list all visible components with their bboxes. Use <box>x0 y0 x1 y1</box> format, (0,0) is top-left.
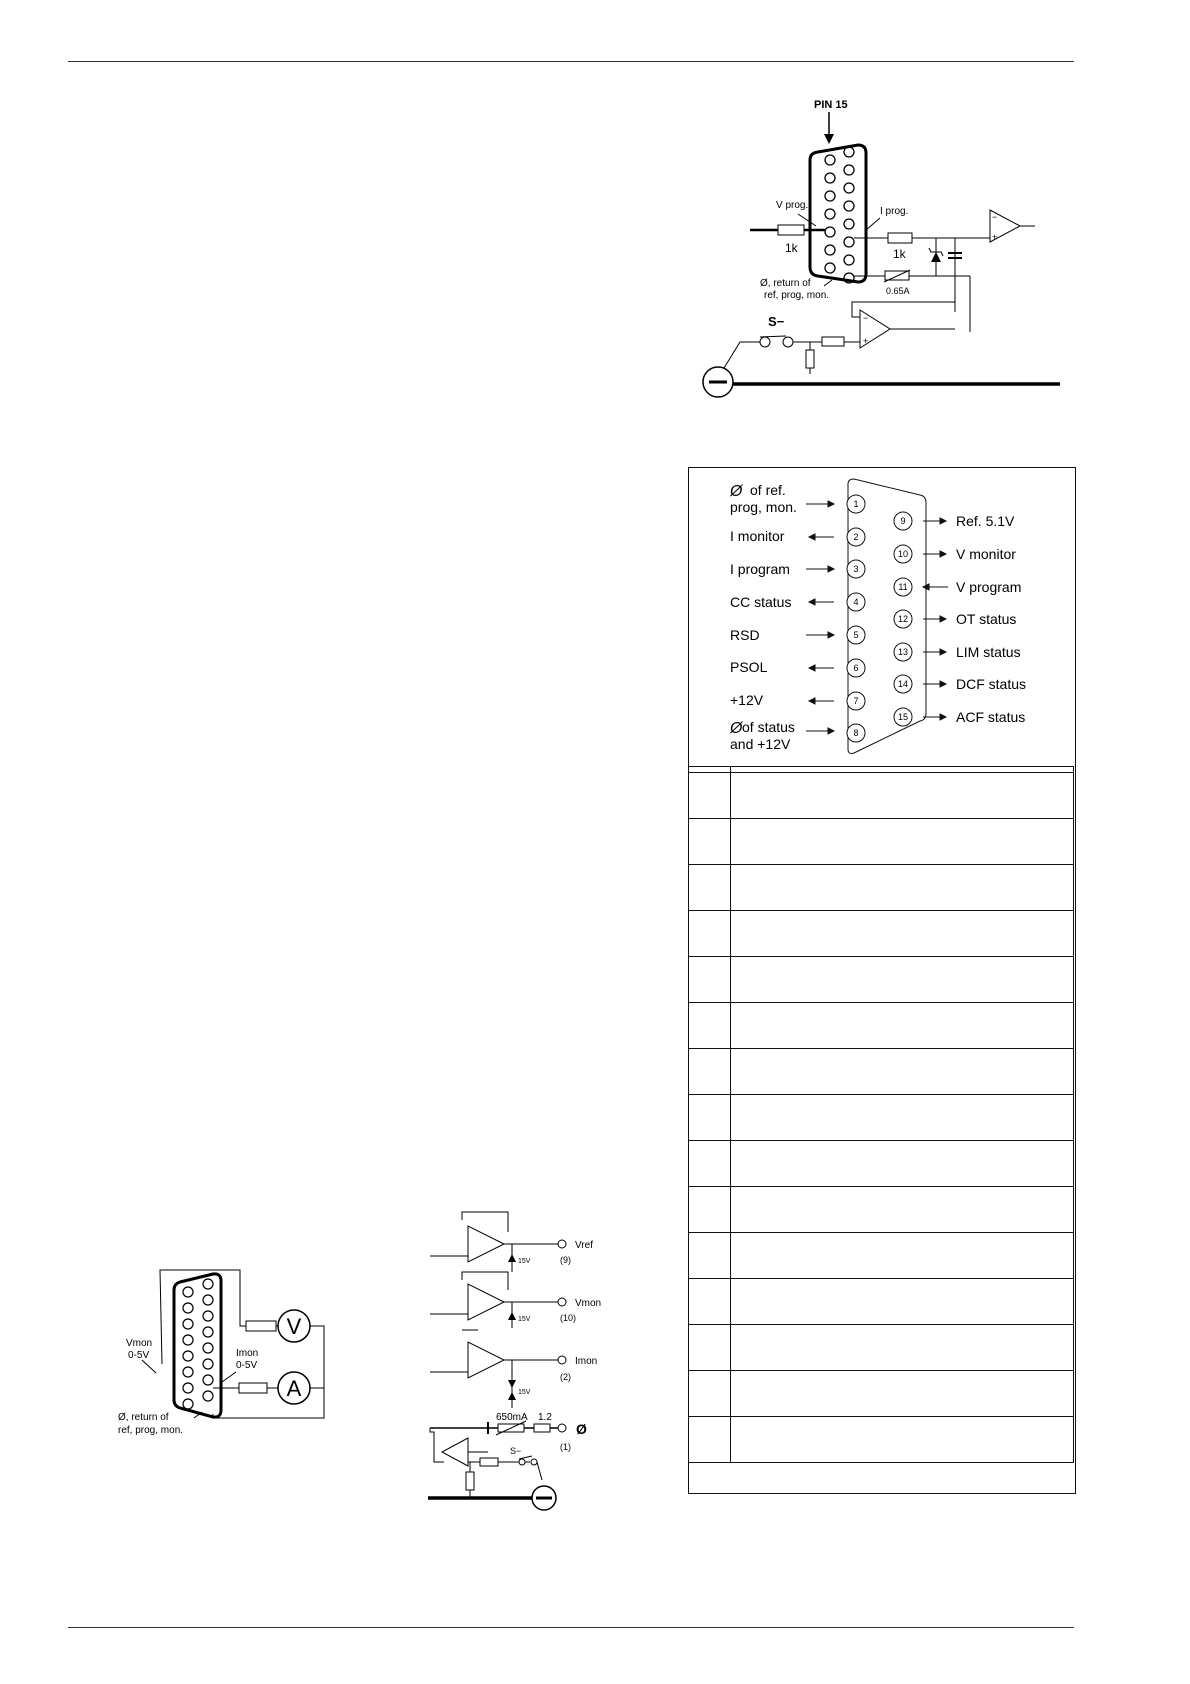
db15-connector-shell <box>810 145 866 282</box>
vmon-label: Vmon <box>126 1338 153 1349</box>
pin5-label: RSD <box>730 627 760 643</box>
ground-return-line2: ref, prog, mon. <box>764 290 830 301</box>
table-row <box>689 1095 1074 1141</box>
pin4-label: CC status <box>730 594 792 610</box>
output-opamp-plus: + <box>992 232 998 242</box>
buffer-switch-blade <box>519 1456 532 1459</box>
buffer-output-diagram <box>420 1200 620 1530</box>
meter-connector-shell <box>174 1274 221 1417</box>
pinout-diagram <box>688 467 1074 765</box>
pin12-number: 12 <box>897 614 909 624</box>
amp-resistor <box>239 1383 267 1393</box>
table-row <box>689 865 1074 911</box>
meter-connector-pins <box>183 1279 213 1409</box>
table-row <box>689 957 1074 1003</box>
vref-zener <box>508 1254 516 1262</box>
buffer-sense-label: S− <box>510 1446 522 1456</box>
header-rule <box>68 61 1074 62</box>
pin11-label: V program <box>956 579 1022 595</box>
imon-zener-a <box>508 1380 516 1388</box>
imon-range: 0-5V <box>236 1360 258 1371</box>
pinout-connector-shell <box>848 479 926 754</box>
vmon-range: 0-5V <box>128 1350 150 1361</box>
buffer-sense-resistor <box>480 1458 498 1466</box>
sense-switch-blade <box>760 336 786 337</box>
i-prog-pointer <box>866 218 880 230</box>
pin1-number: 1 <box>853 499 859 509</box>
sense-label: S− <box>768 314 785 329</box>
pin15-label: PIN 15 <box>814 99 848 111</box>
pin2-number: 2 <box>853 532 859 542</box>
buffer-sense-to-neg <box>537 1462 542 1480</box>
sense-switch-a <box>760 337 770 347</box>
sense-to-neg <box>724 342 760 368</box>
imon-opamp <box>468 1342 504 1378</box>
pin-description-table <box>688 766 1074 1463</box>
imon-terminal <box>558 1356 566 1364</box>
table-row <box>689 1417 1074 1463</box>
ammeter-symbol: A <box>286 1376 302 1401</box>
vref-pin: (9) <box>560 1255 571 1265</box>
pin7-number: 7 <box>853 696 859 706</box>
vmon-out-pin: (10) <box>560 1313 577 1323</box>
connector-left-pins <box>825 155 835 273</box>
buffer-shunt-resistor <box>466 1472 474 1490</box>
table-row <box>689 1325 1074 1371</box>
pin7-label: +12V <box>730 692 764 708</box>
zener-diode <box>931 252 941 262</box>
pin14-number: 14 <box>897 679 909 689</box>
vmon-zener <box>508 1312 516 1320</box>
pin4-number: 4 <box>853 597 859 607</box>
gnd-terminal <box>558 1424 566 1432</box>
table-row <box>689 1371 1074 1417</box>
buffer-resistor <box>534 1424 550 1432</box>
voltmeter-symbol: V <box>286 1314 302 1339</box>
meter-ground-line2: ref, prog, mon. <box>118 1425 184 1436</box>
pin13-number: 13 <box>897 647 909 657</box>
pin15-number: 15 <box>897 712 909 722</box>
buffer-res-label: 1.2 <box>538 1412 552 1423</box>
pin8-number: 8 <box>853 728 859 738</box>
pin14-label: DCF status <box>956 676 1027 692</box>
table-row <box>689 1187 1074 1233</box>
vref-terminal <box>558 1240 566 1248</box>
vmon-terminal <box>558 1298 566 1306</box>
pin3-number: 3 <box>853 564 859 574</box>
footer-rule <box>68 1627 1074 1628</box>
pin9-label: Ref. 5.1V <box>956 513 1015 529</box>
gnd-pin: (1) <box>560 1442 571 1452</box>
v-prog-pointer <box>798 214 816 226</box>
vref-zener-label: 15V <box>518 1258 531 1265</box>
pin6-number: 6 <box>853 663 859 673</box>
buffer-switch-a <box>519 1459 525 1465</box>
pin5-number: 5 <box>853 630 859 640</box>
imon-pointer <box>222 1372 236 1382</box>
table-row <box>689 911 1074 957</box>
right-pin-arrows <box>923 518 948 720</box>
vmon-opamp <box>468 1284 504 1320</box>
pin12-label: OT status <box>956 611 1017 627</box>
pin1-label: of ref. <box>750 482 786 498</box>
vmon-zener-label: 15V <box>518 1316 531 1323</box>
buffer-switch-b <box>531 1459 537 1465</box>
v-prog-label: V prog. <box>776 200 809 211</box>
programming-schematic <box>680 90 1080 410</box>
pin10-label: V monitor <box>956 546 1016 562</box>
v-prog-resistor-label: 1k <box>785 241 798 255</box>
pin10-number: 10 <box>897 549 909 559</box>
volt-resistor <box>246 1321 276 1331</box>
vref-label: Vref <box>575 1240 593 1251</box>
sense-switch-b <box>783 337 793 347</box>
v-prog-resistor <box>778 225 804 235</box>
pin3-label: I program <box>730 561 790 577</box>
imon-label: Imon <box>236 1348 259 1359</box>
meter-ground-line1: Ø, return of <box>118 1412 169 1423</box>
sense-loop <box>430 1428 444 1462</box>
imon-out-label: Imon <box>575 1356 598 1367</box>
table-row <box>689 1233 1074 1279</box>
table-row <box>689 1141 1074 1187</box>
i-prog-resistor <box>888 233 912 243</box>
i-prog-resistor-label: 1k <box>893 247 906 261</box>
i-prog-label: I prog. <box>880 206 909 217</box>
table-row <box>689 819 1074 865</box>
pin15-arrowhead <box>824 134 834 144</box>
ground-return-line1: Ø, return of <box>760 278 811 289</box>
table-row <box>689 773 1074 819</box>
pin9-number: 9 <box>900 516 906 526</box>
pin11-number: 11 <box>898 582 908 592</box>
sense-resistor <box>822 337 844 346</box>
vref-opamp <box>468 1226 504 1262</box>
pin2-label: I monitor <box>730 528 785 544</box>
gnd-label: Ø <box>576 1421 587 1437</box>
ground-pointer <box>824 280 832 286</box>
pin15-label: ACF status <box>956 709 1026 725</box>
table-row <box>689 1049 1074 1095</box>
pin1-label2: prog, mon. <box>730 499 797 515</box>
pin8-label2: and +12V <box>730 736 791 752</box>
sense-opamp-plus: + <box>863 336 869 346</box>
pin8-label: of status <box>742 719 795 735</box>
imon-zener-label: 15V <box>518 1389 531 1396</box>
connector-right-pins <box>844 147 854 283</box>
sense-opamp-minus: − <box>863 313 869 323</box>
left-pin-arrows <box>806 501 834 734</box>
buffer-fuse-label: 650mA <box>496 1412 528 1423</box>
pin13-label: LIM status <box>956 644 1021 660</box>
pin6-label: PSOL <box>730 659 768 675</box>
vmon-out-label: Vmon <box>575 1298 602 1309</box>
ground-symbol-8: Ø <box>730 720 743 737</box>
vmon-pointer <box>142 1360 156 1373</box>
sense-shunt-resistor <box>806 350 814 368</box>
ground-symbol-1: Ø <box>730 483 743 500</box>
buffer-sense-opamp <box>442 1438 468 1466</box>
output-opamp-minus: − <box>992 212 998 222</box>
imon-out-pin: (2) <box>560 1372 571 1382</box>
fuse-label: 0.65A <box>886 286 910 296</box>
table-row <box>689 1003 1074 1049</box>
table-row <box>689 1279 1074 1325</box>
meter-connection-diagram <box>118 1260 338 1470</box>
volt-return <box>213 1326 324 1418</box>
imon-zener-b <box>508 1392 516 1400</box>
